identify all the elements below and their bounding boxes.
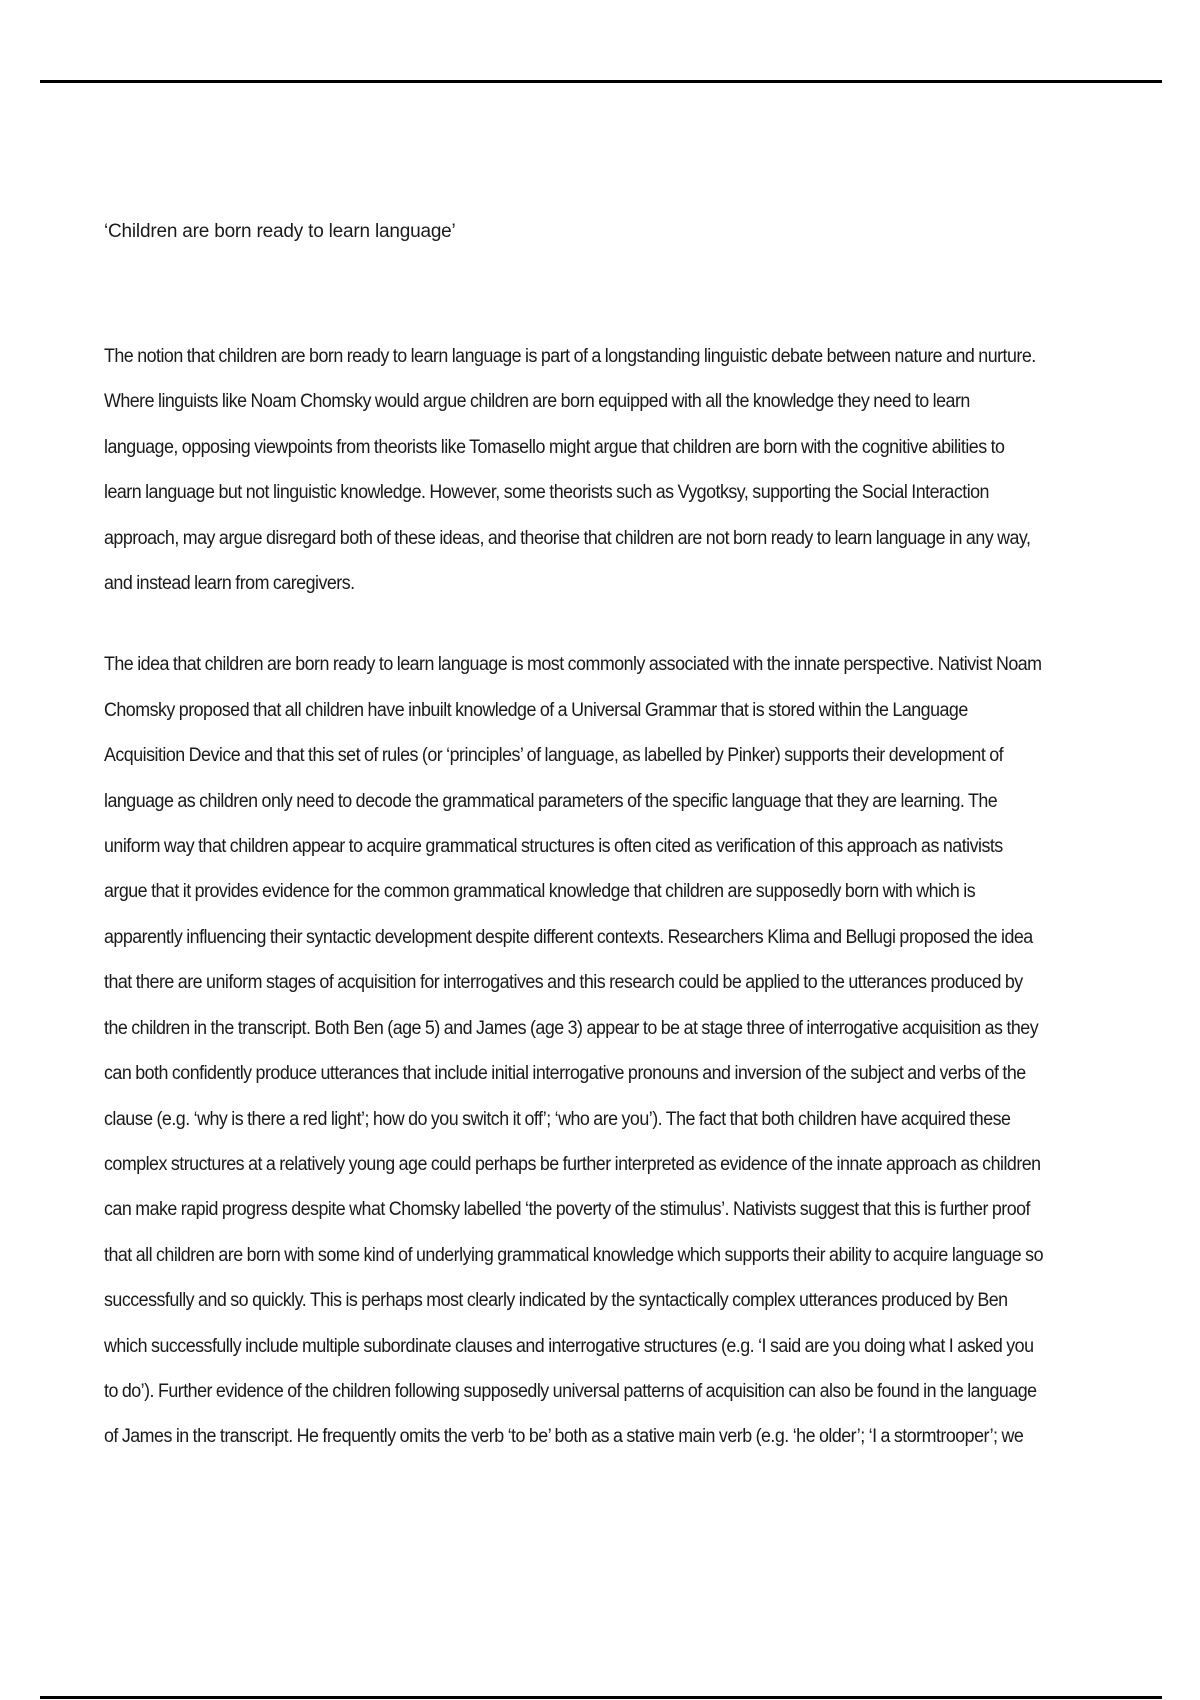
paragraph-innate-perspective: The idea that children are born ready to learn language is most commonly associated with the innate perspective. Nativist Noam Chomsky proposed that all children have inbuilt knowledge of a Universal Grammar that is stored within the Language Acquisition Device and that this set of rules (or ‘principles’ of language, as labelled by Pinker) supports their development of language as children only need to decode the grammatical parameters of the specific language that they are learning. The uniform way that children appear to acquire grammatical structures is often cited as verification of this approach as nativists argue that it provides evidence for the common grammatical knowledge that children are supposedly born with which is apparently influencing their syntactic development despite different contexts. Researchers Klima and Bellugi proposed the idea that there are uniform stages of acquisition for interrogatives and this research could be applied to the utterances produced by the children in the transcript. Both Ben (age 5) and James (age 3) appear to be at stage three of interrogative acquisition as they can both confidently produce utterances that include initial interrogative pronouns and inversion of the subject and verbs of the clause (e.g. ‘why is there a red light’; how do you switch it off’; ‘who are you’). The fact that both children have acquired these complex structures at a relatively young age could perhaps be further interpreted as evidence of the innate approach as children can make rapid progress despite what Chomsky labelled ‘the poverty of the stimulus’. Nativists suggest that this is further proof that all children are born with some kind of underlying grammatical knowledge which supports their ability to acquire language so successfully and so quickly. This is perhaps most clearly indicated by the syntactically complex utterances produced by Ben which successfully include multiple subordinate clauses and interrogative structures (e.g. ‘I said are you doing what I asked you to do’). Further evidence of the children following supposedly universal patterns of acquisition can also be found in the language of James in the transcript. He frequently omits the verb ‘to be’ both as a stative main verb (e.g. ‘he older’; ‘I a stormtrooper’; we (104, 654, 1043, 1448)
essay-title: ‘Children are born ready to learn language’ (104, 221, 456, 242)
document-body (104, 212, 1044, 1460)
bottom-rule (40, 1696, 1162, 1699)
top-rule (40, 80, 1162, 83)
paragraph-intro: The notion that children are born ready to learn language is part of a longstanding linguistic debate between nature and nurture. Where linguists like Noam Chomsky would argue children are born equipped with all the knowledge they need to learn language, opposing viewpoints from theorists like Tomasello might argue that children are born with the cognitive abilities to learn language but not linguistic knowledge. However, some theorists such as Vygotksy, supporting the Social Interaction approach, may argue disregard both of these ideas, and theorise that children are not born ready to learn language in any way, and instead learn from caregivers. (104, 346, 1036, 595)
